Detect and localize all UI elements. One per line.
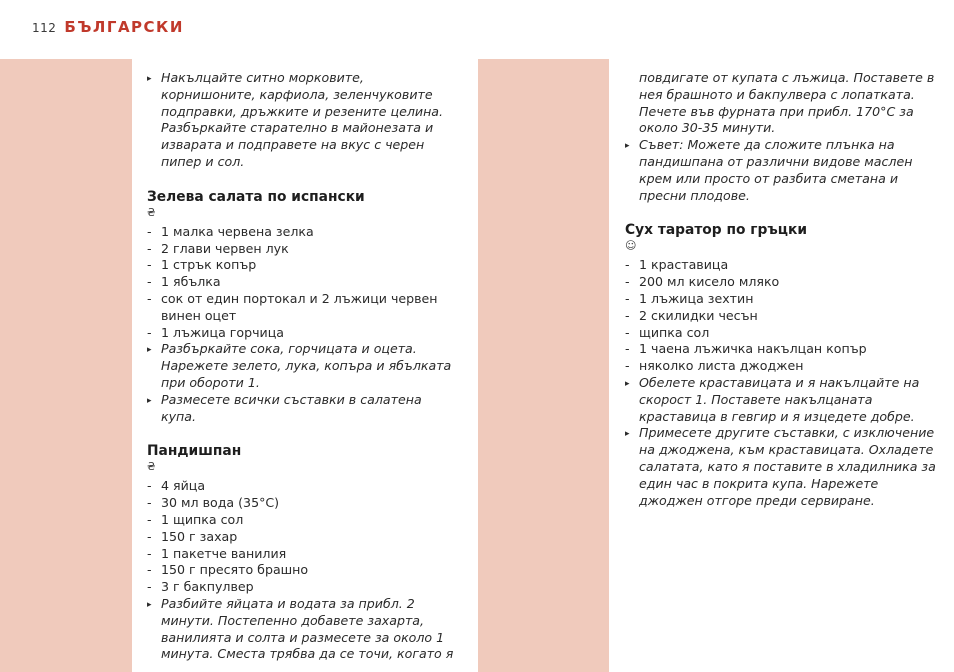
item-text: щипка сол (639, 324, 710, 340)
list-dash: - (147, 290, 152, 306)
item-text: няколко листа джоджен (639, 358, 804, 374)
ingredient-item (625, 308, 937, 325)
difficulty-icon: ☺ (625, 239, 637, 253)
list-dash: - (147, 240, 152, 256)
list-dash: - (147, 579, 152, 595)
item-text: Разбийте яйцата и водата за прибл. 2 минути. Постепенно добавете захарта, ванилията и солта и размесете за около 1 минута. Сместа трябва да се точи, когато я (161, 595, 454, 662)
list-dash: - (147, 545, 152, 561)
item-text: 1 краставица (639, 257, 729, 273)
list-dash: - (625, 324, 630, 340)
right-margin-band (478, 59, 609, 672)
bullet-arrow-icon: ▸ (147, 345, 152, 356)
item-text: 2 глави червен лук (161, 240, 289, 256)
item-text: сок от един портокал и 2 лъжици червен винен оцет (161, 290, 438, 323)
item-text: 1 лъжица горчица (161, 324, 285, 340)
ingredient-item (147, 478, 459, 495)
list-dash: - (625, 257, 630, 273)
ingredient-item (625, 274, 937, 291)
instruction-item (147, 70, 459, 171)
item-text: Примесете другите съставки, с изключение на джоджена, към краставицата. Охладете салатата, като я поставите в хладилника за един час в покрита купа. Нарежете джоджен отгоре преди сервиране. (639, 425, 936, 508)
ingredient-item (147, 579, 459, 596)
ingredient-item (147, 512, 459, 529)
ingredient-item (147, 529, 459, 546)
list-dash: - (147, 562, 152, 578)
language-heading: БЪЛГАРСКИ (64, 18, 184, 36)
ingredient-item (625, 291, 937, 308)
difficulty-icon: ₴ (147, 460, 156, 474)
ingredient-item (147, 257, 459, 274)
item-text: 1 пакетче ванилия (161, 545, 287, 561)
recipe-title: Сух таратор по гръцки (625, 222, 807, 239)
item-text: 1 малка червена зелка (161, 223, 314, 239)
instruction-item (147, 392, 459, 426)
item-text: 1 стрък копър (161, 257, 257, 273)
item-text: 150 г пресято брашно (161, 562, 309, 578)
item-text: 4 яйца (161, 478, 206, 494)
instruction-item (147, 341, 459, 391)
instruction-item (147, 596, 459, 663)
item-text: Размесете всички съставки в салатена купа. (161, 391, 422, 424)
item-text: 1 ябълка (161, 274, 221, 290)
list-dash: - (625, 307, 630, 323)
ingredient-item (147, 274, 459, 291)
ingredient-item (147, 546, 459, 563)
list-dash: - (147, 528, 152, 544)
ingredient-item (625, 257, 937, 274)
list-dash: - (147, 478, 152, 494)
ingredient-item (147, 224, 459, 241)
ingredient-item (625, 341, 937, 358)
difficulty-icon: ₴ (147, 205, 156, 219)
list-dash: - (147, 495, 152, 511)
item-text: повдигате от купата с лъжица. Поставете в нея брашното и бакпулвера с лопатката. Печете във фурната при прибл. 170°C за около 30-35 минути. (639, 70, 935, 136)
recipe-title: Зелева салата по испански (147, 188, 365, 205)
ingredient-item (625, 325, 937, 342)
bullet-arrow-icon: ▸ (147, 599, 152, 610)
ingredient-item (147, 495, 459, 512)
item-text: Обелете краставицата и я накълцайте на скорост 1. Поставете накълцаната краставица в гевгир и я изцедете добре. (639, 374, 920, 424)
ingredient-item (147, 562, 459, 579)
item-text: 1 чаена лъжичка накълцан копър (639, 341, 867, 357)
item-text: Съвет: Можете да сложите плънка на пандишпана от различни видове маслен крем или просто от разбита сметана и пресни плодове. (639, 137, 913, 203)
right-column (625, 70, 937, 509)
ingredient-item (147, 325, 459, 342)
list-dash: - (147, 223, 152, 239)
ingredient-item (625, 358, 937, 375)
item-text: Накълцайте ситно морковите, корнишоните, карфиола, зеленчуковите подправки, дръжките и резените целина. Разбъркайте старателно в майонезата и изварата и подправете на вкус с черен пипер и сол. (161, 70, 444, 169)
recipe-title: Пандишпан (147, 443, 242, 460)
item-text: 2 скилидки чесън (639, 307, 758, 323)
page-header (32, 18, 184, 38)
list-dash: - (147, 257, 152, 273)
bullet-arrow-icon: ▸ (625, 378, 630, 389)
list-dash: - (625, 341, 630, 357)
item-text: 30 мл вода (35°C) (161, 495, 280, 511)
instruction-item (625, 375, 937, 425)
ingredient-item (147, 291, 459, 325)
ingredient-item (147, 241, 459, 258)
item-text: 3 г бакпулвер (161, 579, 254, 595)
list-dash: - (625, 290, 630, 306)
left-margin-band (0, 59, 132, 672)
list-dash: - (147, 511, 152, 527)
continued-text (625, 70, 937, 137)
list-dash: - (147, 274, 152, 290)
instruction-item (625, 425, 937, 509)
item-text: Разбъркайте сока, горчицата и оцета. Нарежете зелето, лука, копъра и ябълката при обороти 1. (161, 341, 452, 390)
list-dash: - (625, 358, 630, 374)
left-column (147, 70, 459, 663)
page-number: 112 (32, 21, 57, 35)
bullet-arrow-icon: ▸ (625, 141, 630, 152)
bullet-arrow-icon: ▸ (147, 395, 152, 406)
item-text: 200 мл кисело мляко (639, 274, 780, 290)
list-dash: - (625, 274, 630, 290)
item-text: 1 щипка сол (161, 511, 244, 527)
item-text: 150 г захар (161, 528, 238, 544)
bullet-arrow-icon: ▸ (625, 429, 630, 440)
item-text: 1 лъжица зехтин (639, 290, 754, 306)
bullet-arrow-icon: ▸ (147, 74, 152, 84)
instruction-item (625, 137, 937, 204)
list-dash: - (147, 324, 152, 340)
